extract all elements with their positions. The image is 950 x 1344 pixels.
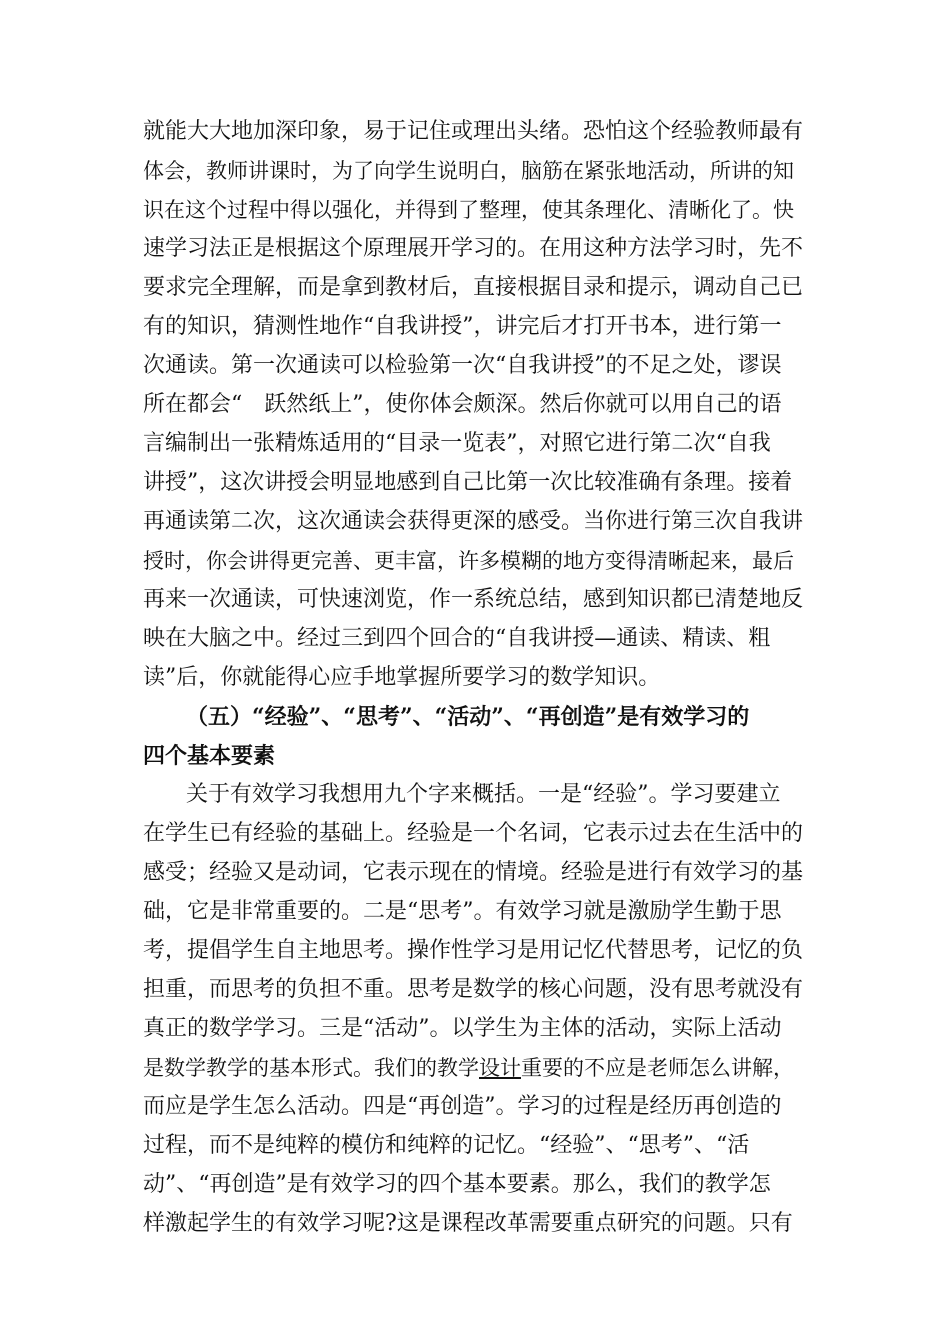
paragraph-line: 关于有效学习我想用九个字来概括。一是“经验”。学习要建立 (186, 782, 781, 807)
paragraph-line: 授时，你会讲得更完善、更丰富，许多模糊的地方变得清晰起来，最后 (143, 549, 794, 573)
paragraph-line: 再来一次通读，可快速浏览，作一系统总结，感到知识都已清楚地反 (143, 587, 804, 612)
paragraph-line: 再通读第二次，这次通读会获得更深的感受。当你进行第三次自我讲 (143, 509, 804, 534)
paragraph-line: 要求完全理解，而是拿到教材后，直接根据目录和提示，调动自己已 (143, 275, 804, 300)
section-heading-continued: 四个基本要素 (143, 743, 276, 769)
paragraph-line: 次通读。第一次通读可以检验第一次“自我讲授”的不足之处，谬误 (143, 353, 782, 378)
paragraph-line: 映在大脑之中。经过三到四个回合的“自我讲授—通读、精读、粗 (143, 626, 771, 651)
paragraph-line: 考，提倡学生自主地思考。操作性学习是用记忆代替思考，记忆的负 (143, 938, 804, 963)
design-link[interactable]: 设计 (479, 1056, 521, 1080)
text-after-link: 重要的不应是老师怎么讲解， (521, 1056, 794, 1080)
paragraph-line-with-link (143, 1049, 808, 1087)
paragraph-line: 过程，而不是纯粹的模仿和纯粹的记忆。“经验”、“思考”、“活 (143, 1133, 750, 1158)
paragraph-line: 速学习法正是根据这个原理展开学习的。在用这种方法学习时，先不 (143, 236, 804, 261)
paragraph-line: 有的知识，猜测性地作“自我讲授”，讲完后才打开书本，进行第一 (143, 314, 782, 339)
paragraph-line: 体会，教师讲课时，为了向学生说明白，脑筋在紧张地活动，所讲的知 (143, 159, 794, 183)
paragraph-line: 识在这个过程中得以强化，并得到了整理，使其条理化、清晰化了。快 (143, 198, 794, 222)
paragraph-line: 样激起学生的有效学习呢?这是课程改革需要重点研究的问题。只有 (143, 1211, 793, 1236)
paragraph-line: 真正的数学学习。三是“活动”。以学生为主体的活动，实际上活动 (143, 1016, 782, 1041)
paragraph-line: 讲授”，这次讲授会明显地感到自己比第一次比较准确有条理。接着 (143, 470, 793, 495)
paragraph-line: 所在都会“ 跃然纸上”，使你体会颇深。然后你就可以用自己的语 (143, 392, 782, 417)
paragraph-line: 就能大大地加深印象，易于记住或理出头绪。恐怕这个经验教师最有 (143, 119, 804, 144)
paragraph-line: 担重，而思考的负担不重。思考是数学的核心问题，没有思考就没有 (143, 977, 804, 1002)
paragraph-line: 读”后，你就能得心应手地掌握所要学习的数学知识。 (143, 665, 661, 690)
paragraph-line: 而应是学生怎么活动。四是“再创造”。学习的过程是经历再创造的 (143, 1094, 782, 1119)
text-before-link: 是数学教学的基本形式。我们的教学 (143, 1056, 479, 1080)
paragraph-line: 感受；经验又是动词，它表示现在的情境。经验是进行有效学习的基 (143, 860, 804, 885)
paragraph-line: 言编制出一张精炼适用的“目录一览表”，对照它进行第二次“自我 (143, 431, 771, 456)
paragraph-line: 动”、“再创造”是有效学习的四个基本要素。那么，我们的教学怎 (143, 1172, 771, 1197)
paragraph-line: 础，它是非常重要的。二是“思考”。有效学习就是激励学生勤于思 (143, 899, 782, 924)
section-heading: （五）“经验”、“思考”、“活动”、“再创造”是有效学习的 (186, 704, 750, 730)
paragraph-line: 在学生已有经验的基础上。经验是一个名词，它表示过去在生活中的 (143, 821, 804, 846)
